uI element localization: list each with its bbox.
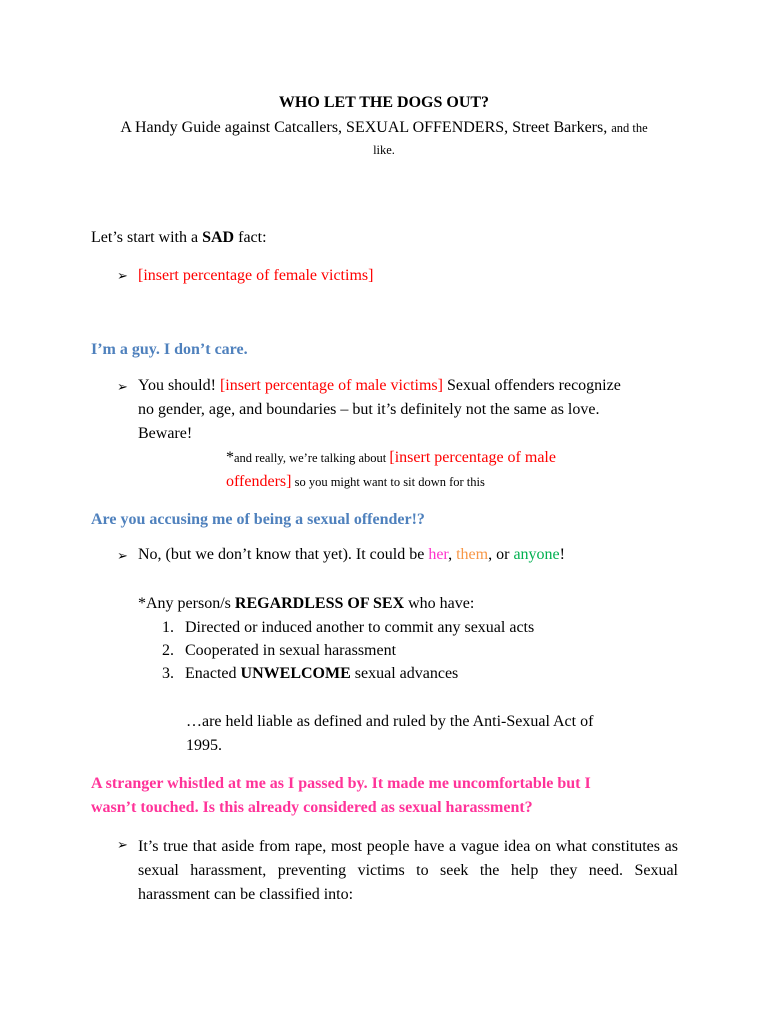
intro-suffix: fact:: [234, 229, 267, 246]
heading-accusing: Are you accusing me of being a sexual offender!?: [91, 511, 425, 528]
liable-line-1: …are held liable as defined and ruled by the Anti-Sexual Act of: [186, 713, 594, 730]
list-text-3-prefix: Enacted: [185, 665, 241, 682]
exclamation: !: [559, 546, 565, 563]
bullet-arrow-icon: ➢: [117, 379, 128, 394]
list-num-2: 2.: [162, 642, 174, 659]
offenders-note-line2: [226, 473, 485, 491]
guy-bullet-line3: Beware!: [138, 425, 193, 442]
document-title: WHO LET THE DOGS OUT?: [278, 94, 490, 111]
list-item-1: [162, 619, 535, 637]
accusing-bullet-line: [138, 546, 565, 564]
intro-line: [91, 229, 267, 247]
liable-line-2: 1995.: [186, 737, 222, 754]
list-num-3: 3.: [162, 665, 174, 682]
intro-prefix: Let’s start with a: [91, 229, 203, 246]
any-prefix: *Any person/s: [138, 595, 235, 612]
bullet-arrow-icon: ➢: [117, 837, 128, 852]
bullet-arrow-icon: ➢: [117, 268, 128, 283]
list-text-3: [185, 665, 458, 683]
word-them: them: [456, 546, 489, 563]
document-subtitle: [0, 119, 768, 137]
offenders-note-line1: [226, 449, 556, 467]
list-text-3-suffix: sexual advances: [350, 665, 459, 682]
male-offenders-placeholder-1: [insert percentage of male: [389, 449, 556, 466]
list-text-2: Cooperated in sexual harassment: [185, 642, 397, 659]
guy-bullet-line1: [138, 377, 621, 395]
intro-bold: SAD: [202, 229, 235, 246]
word-or: , or: [488, 546, 514, 563]
male-victims-placeholder: [insert percentage of male victims]: [219, 377, 443, 394]
female-victims-placeholder: [insert percentage of female victims]: [138, 267, 374, 284]
note-small-2: so you might want to sit down for this: [291, 475, 485, 489]
accusing-prefix: No, (but we don’t know that yet). It could be: [138, 546, 429, 563]
guy-bullet-suffix: Sexual offenders recognize: [442, 377, 621, 394]
word-anyone: anyone: [513, 546, 560, 563]
heading-guy: I’m a guy. I don’t care.: [91, 341, 248, 358]
harassment-paragraph: It’s true that aside from rape, most people have a vague idea on what constitutes as sexual harassment, preventing victims to seek the help they need. Sexual harassment can be classified into:: [138, 838, 678, 903]
male-offenders-placeholder-2: offenders]: [226, 473, 292, 490]
bullet-arrow-icon: ➢: [117, 548, 128, 563]
list-text-3-bold: UNWELCOME: [240, 665, 351, 682]
note-small: and really, we’re talking about: [234, 451, 390, 465]
any-person-line: [138, 595, 474, 613]
list-item-3: [162, 665, 459, 683]
subtitle-line2: like.: [373, 143, 395, 157]
note-star: *: [226, 449, 234, 466]
guy-bullet-line2: no gender, age, and boundaries – but it’s definitely not the same as love.: [138, 401, 600, 418]
list-num-1: 1.: [162, 619, 174, 636]
any-bold: REGARDLESS OF SEX: [234, 595, 405, 612]
word-her: her: [428, 546, 449, 563]
heading-stranger-line2: wasn’t touched. Is this already considered as sexual harassment?: [91, 799, 533, 816]
guy-bullet-prefix: You should!: [138, 377, 220, 394]
subtitle-main: A Handy Guide against Catcallers, SEXUAL OFFENDERS, Street Barkers,: [120, 119, 608, 136]
list-text-1: Directed or induced another to commit any sexual acts: [185, 619, 535, 636]
list-item-2: [162, 642, 397, 660]
any-suffix: who have:: [404, 595, 475, 612]
comma-1: ,: [448, 546, 457, 563]
subtitle-small: and the: [611, 121, 648, 135]
heading-stranger-line1: A stranger whistled at me as I passed by. It made me uncomfortable but I: [91, 775, 591, 792]
